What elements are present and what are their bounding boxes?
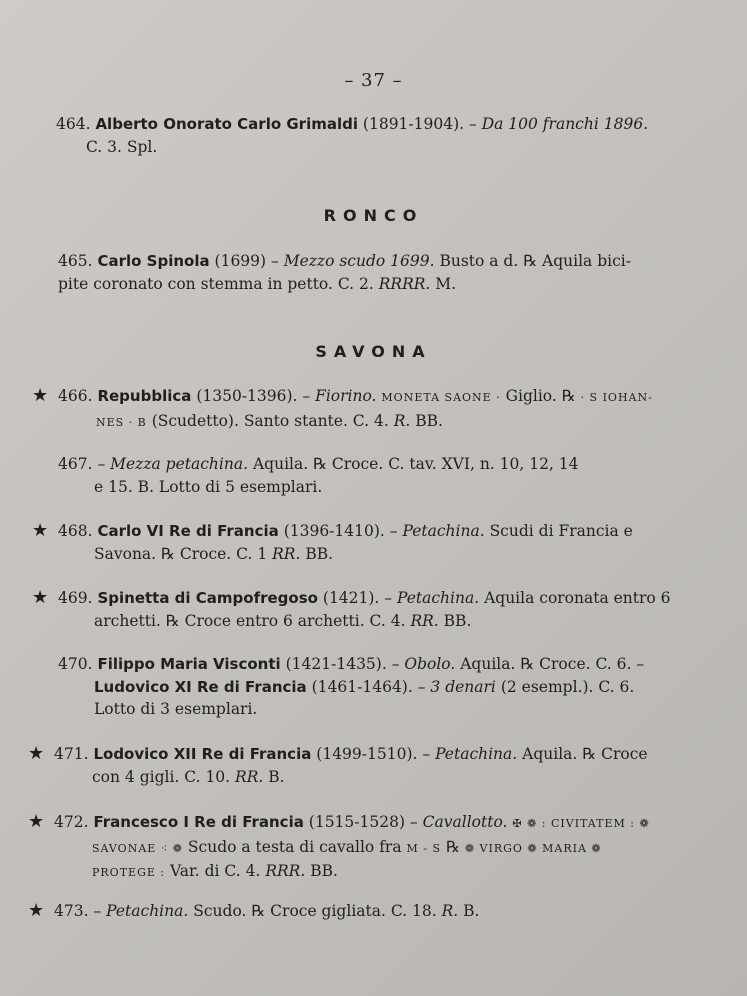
coin-description: Scudo a testa di cavallo fra [187,837,402,856]
legend: PROTEGE : [92,866,166,879]
lot-details: Lotto di 3 esemplari. [94,700,258,718]
lot-473 [54,900,479,923]
coin-description: Scudi di Francia e [489,522,633,540]
dash: – [302,387,311,405]
ruler-name: Carlo Spinola [97,252,210,270]
ruler-name: Lodovico XII Re di Francia [93,745,312,763]
lot-number: 467. [58,455,93,473]
ruler-name: Ludovico XI Re di Francia [94,677,307,696]
star-icon: ★ [28,811,45,832]
dash: – [409,813,418,831]
coin-description: Aquila. ℞ Croce. C. tav. XVI, n. 10, 12, 14 [252,455,579,473]
coin-description: pite coronato con stemma in petto. C. 2. [58,274,374,293]
ruler-dates: (1421-1435). [285,655,387,673]
ruler-name: Francesco I Re di Francia [93,813,304,831]
coin-description: (Scudetto). Santo stante. C. 4. [151,411,389,430]
rarity: RR. [410,611,439,630]
legend: ✠ ❁ : CIVITATEM : ❁ [512,817,650,830]
coin-description: Savona. ℞ Croce. C. 1 [94,544,268,563]
lot-470 [58,653,644,721]
lot-number: 471. [54,745,89,763]
legend: SAVONAE ⁖ ❁ [92,841,183,855]
lot-number: 464. [56,115,91,133]
coin-type: Mezza petachina. [110,455,249,473]
lot-details: e 15. B. Lotto di 5 esemplari. [94,477,323,496]
star-icon: ★ [28,743,45,764]
lot-468 [58,520,633,565]
legend: NES · B [96,415,147,429]
grade: BB. [305,544,334,563]
grade: BB. [415,411,443,430]
lot-number: 473. [54,902,89,920]
ruler-name: Filippo Maria Visconti [97,655,281,673]
ruler-dates: (1350-1396). [196,387,298,405]
coin-type: Mezzo scudo 1699. [283,252,435,270]
grade: M. [435,274,457,293]
ruler-dates: (1461-1464). [311,677,413,696]
coin-type: Petachina. [106,902,189,920]
coin-description: Aquila. ℞ Croce. C. 6. – [460,655,645,673]
lot-details: C. 3. Spl. [86,137,158,156]
grade: BB. [443,611,472,630]
legend: M - S [406,841,442,855]
coin-description: con 4 gigli. C. 10. [92,767,231,786]
lot-number: 465. [58,252,93,270]
grade: B. [268,767,285,786]
section-heading-ronco: RONCO [323,206,424,225]
coin-type: Petachina. [396,589,480,607]
ruler-name: Repubblica [97,387,192,405]
lot-number: 469. [58,589,93,607]
coin-type: Obolo. [404,655,456,673]
lot-number: 466. [58,387,93,405]
coin-description: Aquila. ℞ Croce [522,745,648,763]
dash: – [384,589,393,607]
lot-number: 470. [58,655,93,673]
coin-type: Petachina. [402,522,485,540]
lot-number: 468. [58,522,93,540]
coin-type: Da 100 franchi 1896. [481,115,649,133]
rarity: RR. [235,767,264,786]
ruler-dates: (1699) [214,252,267,270]
rarity: RR. [272,544,301,563]
rarity: R. [393,411,411,430]
legend: · S IOHAN- [580,391,653,404]
dash: – [271,252,279,270]
lot-469 [58,587,671,632]
ruler-dates: (1396-1410). [283,522,385,540]
coin-description: Aquila coronata entro 6 [484,589,671,607]
coin-description: Var. di C. 4. [170,862,261,880]
legend: ❁ VIRGO ❁ MARIA ❁ [464,841,602,855]
star-icon: ★ [32,385,49,406]
lot-466 [58,385,653,434]
rarity: RRRR. [378,274,431,293]
lot-465 [58,250,631,295]
coin-description: Giglio. ℞ [505,387,576,405]
ruler-dates: (1891-1904). [362,115,465,133]
ruler-dates: (1515-1528) [308,813,406,831]
grade: B. [463,902,480,920]
ruler-name: Spinetta di Campofregoso [97,589,318,607]
dash: – [93,902,102,920]
coin-type: Cavallotto. [422,813,508,831]
ruler-name: Carlo VI Re di Francia [97,522,279,540]
lot-467 [58,453,579,498]
coin-type: 3 denari [430,677,496,696]
star-icon: ★ [28,900,45,921]
ruler-name: Alberto Onorato Carlo Grimaldi [95,115,358,133]
rarity: R. [441,902,459,920]
dash: – [97,455,106,473]
star-icon: ★ [32,520,49,541]
ruler-dates: (1499-1510). [316,745,418,763]
lot-464 [56,113,648,158]
reverse-symbol: ℞ [445,837,460,856]
lot-471 [54,743,648,788]
coin-type: Fiorino. [315,387,377,405]
coin-description: Busto a d. ℞ Aquila bici- [439,252,631,270]
dash: – [469,115,477,133]
section-heading-savona: SAVONA [315,342,432,361]
lot-number: 472. [54,813,89,831]
ruler-dates: (1421). [322,589,380,607]
rarity: RRR. [265,862,306,880]
coin-description: Scudo. ℞ Croce gigliata. C. 18. [193,902,437,920]
dash: – [389,522,398,540]
page-number: – 37 – [344,70,403,91]
coin-type: Petachina. [435,745,518,763]
coin-description: archetti. ℞ Croce entro 6 archetti. C. 4. [94,611,406,630]
coin-description: (2 esempl.). C. 6. [500,677,635,696]
dash: – [417,677,426,696]
legend: MONETA SAONE · [381,391,501,404]
lot-472 [54,811,650,885]
star-icon: ★ [32,587,49,608]
dash: – [391,655,400,673]
dash: – [422,745,431,763]
grade: BB. [310,862,338,880]
